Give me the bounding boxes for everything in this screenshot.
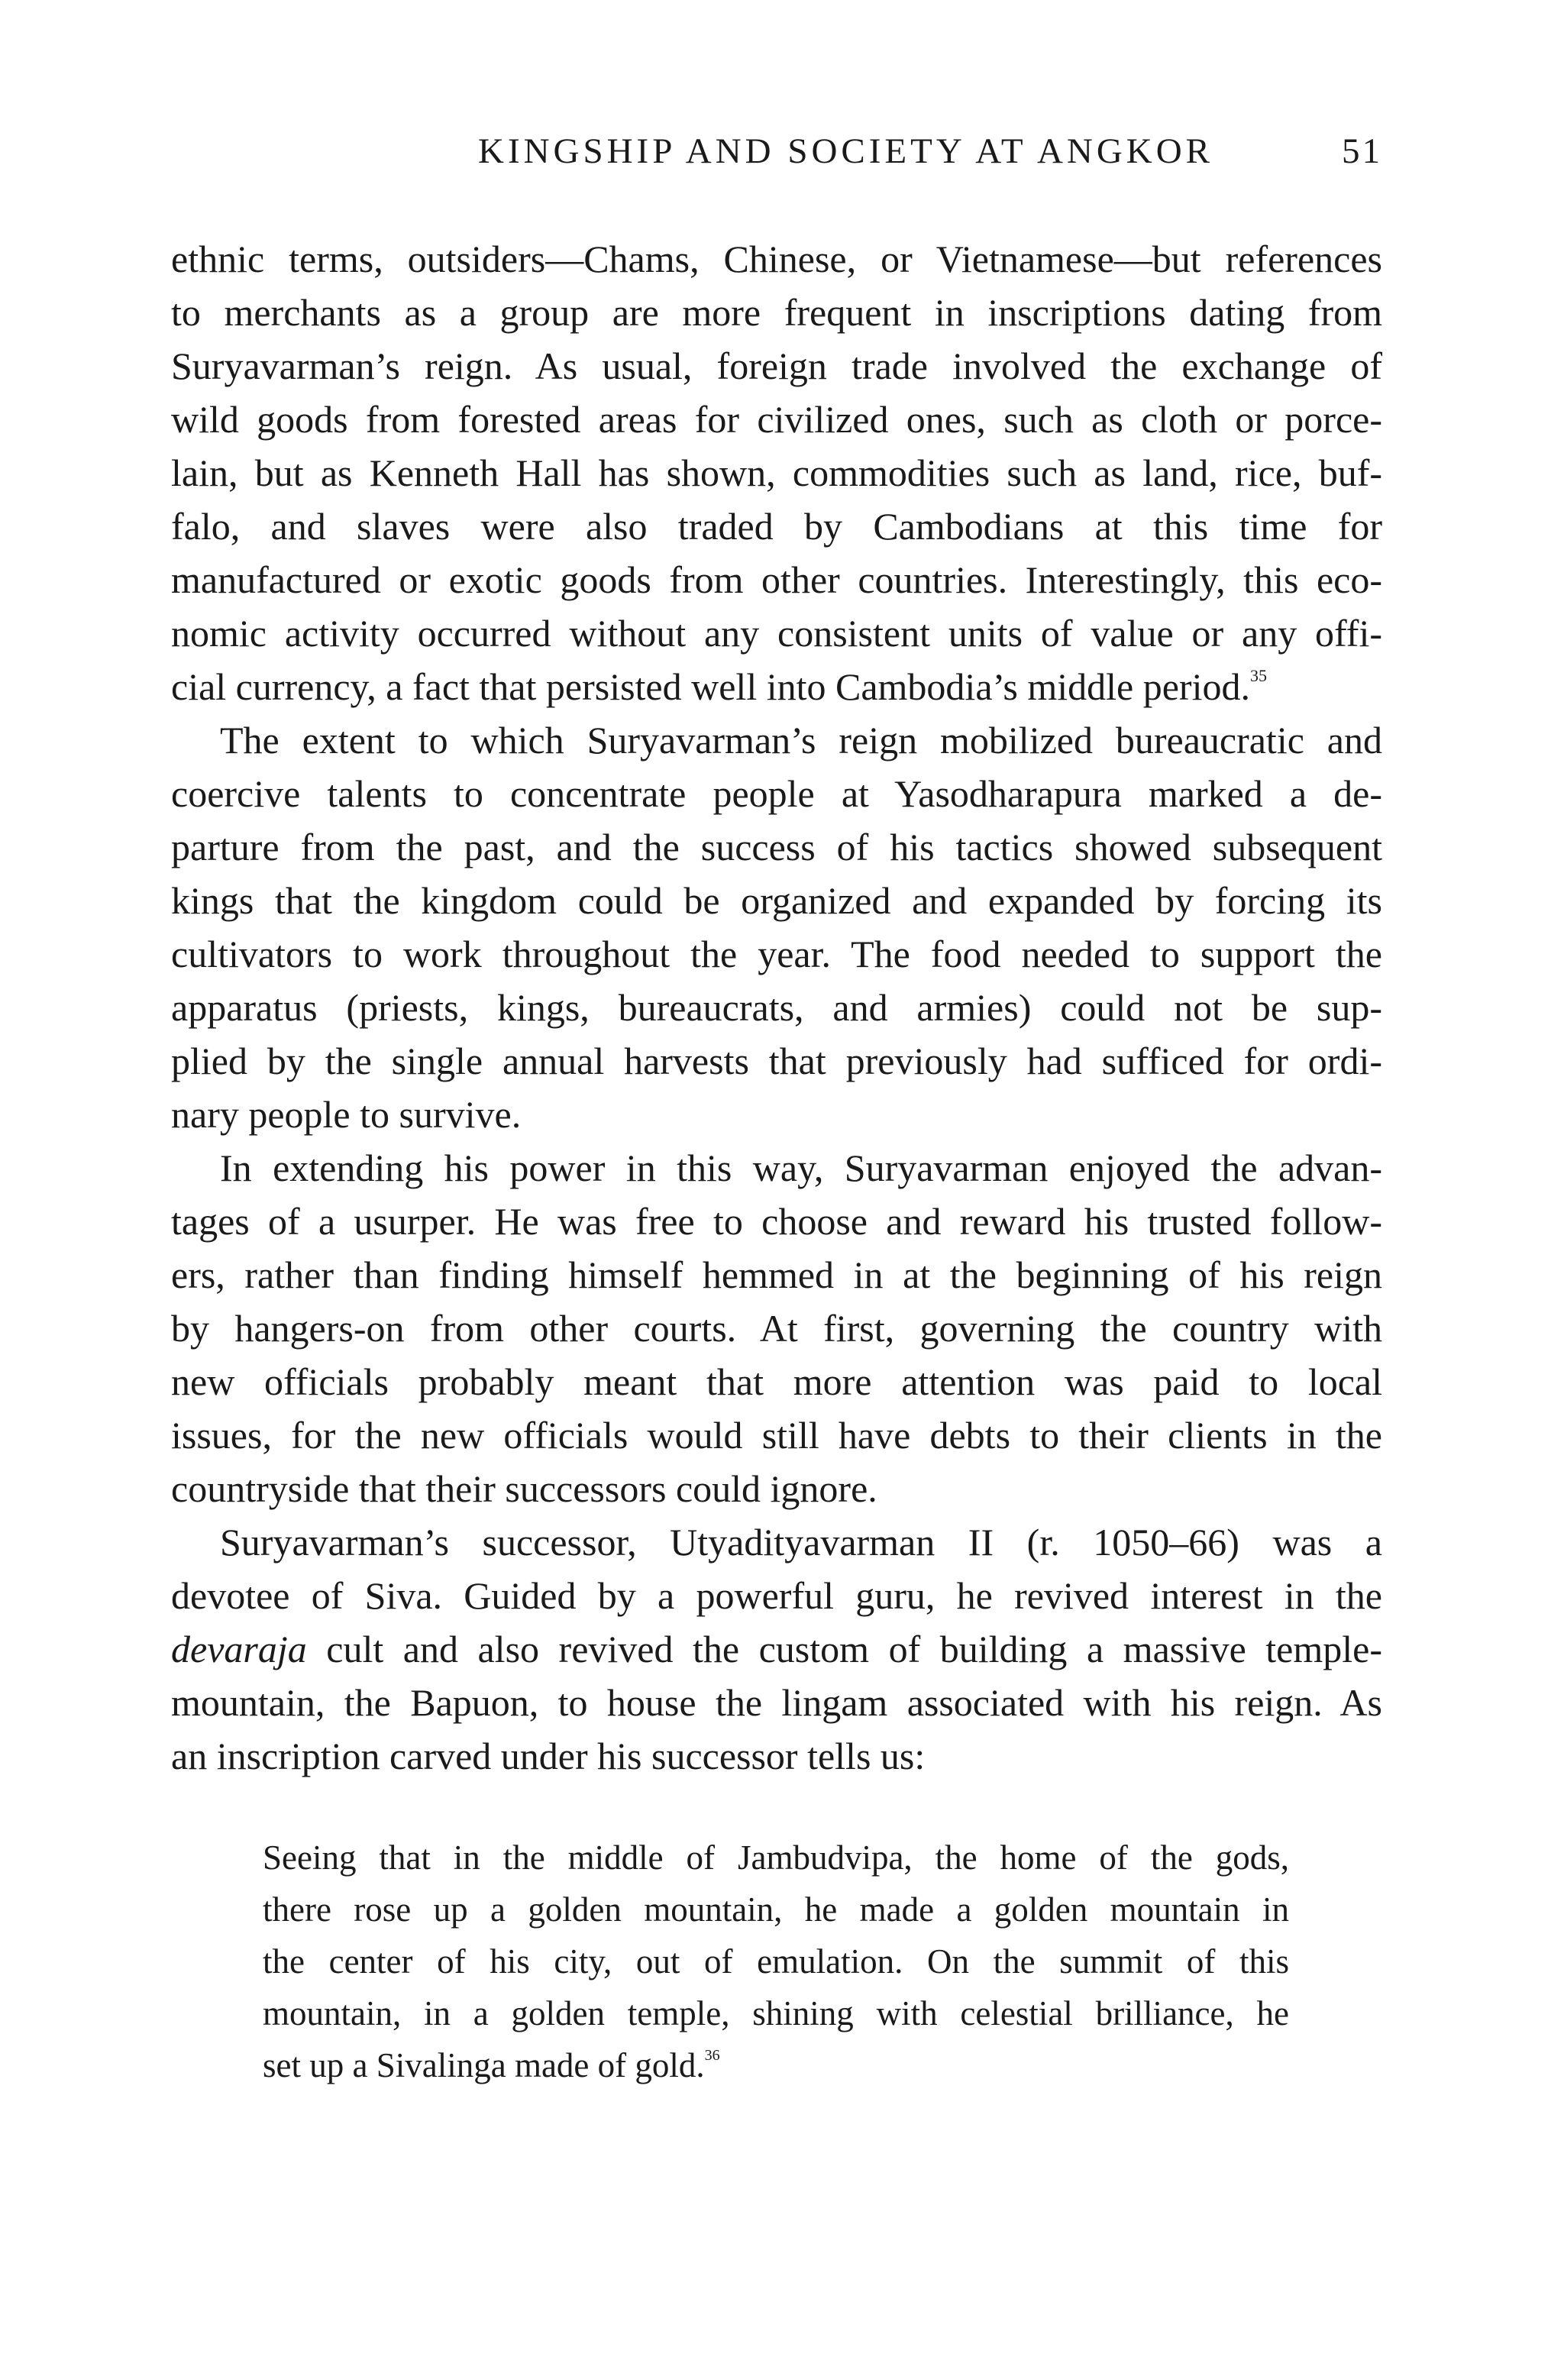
- text-line: mountain, the Bapuon, to house the lingam associated with his reign. As: [171, 1681, 1382, 1724]
- text-line: [171, 1622, 1382, 1676]
- running-head-title: KINGSHIP AND SOCIETY AT ANGKOR: [478, 131, 1213, 171]
- block-quote: [263, 1832, 1289, 2091]
- text-line: cultivators to work throughout the year. The food needed to support the: [171, 933, 1382, 975]
- quote-line: the center of his city, out of emulation. On the summit of this: [263, 1942, 1289, 1981]
- text-line-content: cial currency, a fact that persisted well into Cambodia’s middle period.: [171, 665, 1250, 708]
- quote-line: there rose up a golden mountain, he made a golden mountain in: [263, 1890, 1289, 1929]
- text-line: ethnic terms, outsiders—Chams, Chinese, or Vietnamese—but references: [171, 238, 1382, 280]
- page-number: 51: [1342, 131, 1382, 171]
- body-text: [171, 232, 1382, 1783]
- text-line: to merchants as a group are more frequent in inscriptions dating from: [171, 291, 1382, 334]
- quote-line: Seeing that in the middle of Jambudvipa, the home of the gods,: [263, 1838, 1289, 1877]
- quote-line-content: set up a Sivalinga made of gold.: [263, 2046, 705, 2084]
- text-line: wild goods from forested areas for civilized ones, such as cloth or porce-: [171, 398, 1382, 441]
- text-line: coercive talents to concentrate people at Yasodharapura marked a de-: [171, 772, 1382, 815]
- text-line: Suryavarman’s reign. As usual, foreign trade involved the exchange of: [171, 344, 1382, 387]
- text-line: tages of a usurper. He was free to choose and reward his trusted follow-: [171, 1200, 1382, 1243]
- quote-line: mountain, in a golden temple, shining with celestial brilliance, he: [263, 1994, 1289, 2032]
- text-line: ers, rather than finding himself hemmed in at the beginning of his reign: [171, 1253, 1382, 1296]
- paragraph: [171, 1141, 1382, 1515]
- text-line: apparatus (priests, kings, bureaucrats, and armies) could not be sup-: [171, 986, 1382, 1029]
- text-line: nary people to survive.: [171, 1093, 522, 1136]
- running-head: [478, 128, 1382, 174]
- text-line: parture from the past, and the success of his tactics showed subsequent: [171, 826, 1382, 868]
- text-line: In extending his power in this way, Suryavarman enjoyed the advan-: [220, 1146, 1382, 1189]
- text-line: lain, but as Kenneth Hall has shown, commodities such as land, rice, buf-: [171, 451, 1382, 494]
- text-line: by hangers-on from other courts. At first, governing the country with: [171, 1307, 1382, 1350]
- text-line: an inscription carved under his successor tells us:: [171, 1735, 926, 1777]
- text-line: The extent to which Suryavarman’s reign mobilized bureaucratic and: [220, 719, 1382, 762]
- italic-term: devaraja: [171, 1628, 307, 1670]
- footnote-ref: 35: [1249, 666, 1267, 685]
- text-line: Suryavarman’s successor, Utyadityavarman II (r. 1050–66) was a: [220, 1521, 1382, 1563]
- text-line: devotee of Siva. Guided by a powerful guru, he revived interest in the: [171, 1574, 1382, 1617]
- text-line-content: cult and also revived the custom of building a massive temple-: [306, 1628, 1382, 1670]
- text-line: kings that the kingdom could be organized and expanded by forcing its: [171, 879, 1382, 922]
- text-line: [171, 660, 1382, 713]
- footnote-ref: 36: [704, 2047, 720, 2064]
- text-line: issues, for the new officials would still have debts to their clients in the: [171, 1414, 1382, 1457]
- quote-line: [263, 2039, 1289, 2091]
- text-line: falo, and slaves were also traded by Cambodians at this time for: [171, 505, 1382, 548]
- text-line: countryside that their successors could ignore.: [171, 1467, 877, 1510]
- text-line: manufactured or exotic goods from other countries. Interestingly, this eco-: [171, 558, 1382, 601]
- text-line: new officials probably meant that more attention was paid to local: [171, 1360, 1382, 1403]
- paragraph: [171, 232, 1382, 713]
- paragraph: [171, 1515, 1382, 1783]
- text-line: plied by the single annual harvests that previously had sufficed for ordi-: [171, 1040, 1382, 1082]
- text-line: nomic activity occurred without any consistent units of value or any offi-: [171, 612, 1382, 655]
- paragraph: [171, 713, 1382, 1141]
